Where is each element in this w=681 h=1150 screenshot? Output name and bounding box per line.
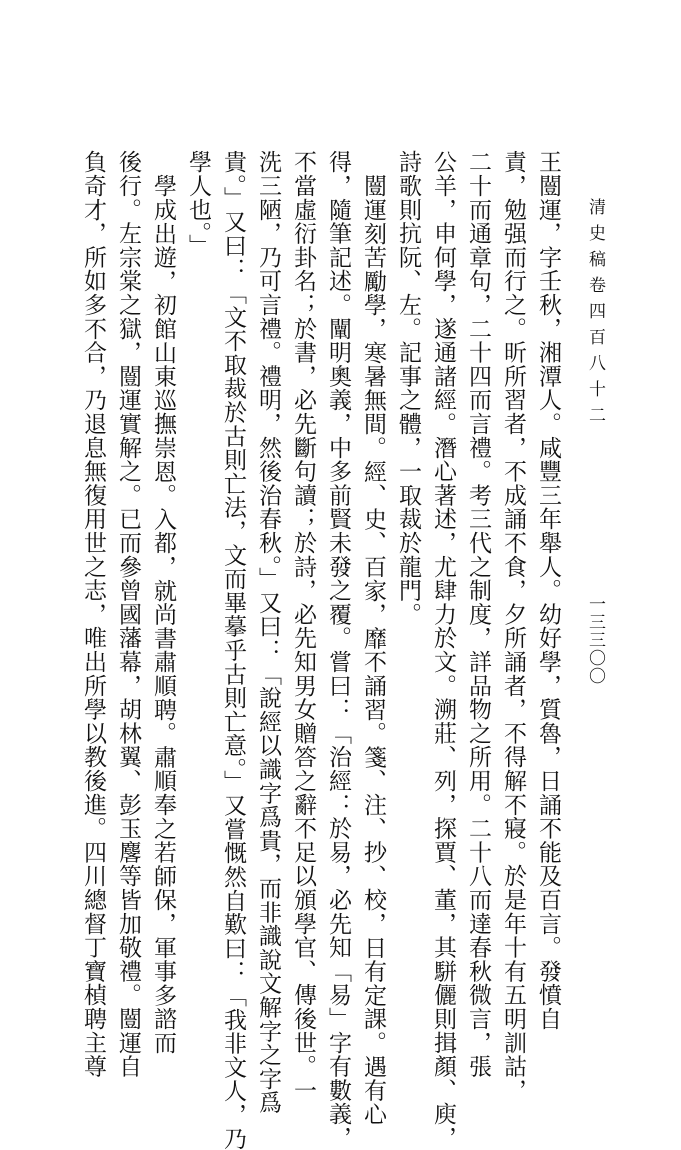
text-column: 不當虛衍卦名；於書，必先斷句讀；於詩，必先知男女贈答之辭不足以頒學官、傳後世。一 — [290, 150, 316, 1102]
text-column: 公羊，申何學，遂通諸經。潛心著述，尤肆力於文。溯莊、列，探賈、董，其駢儷則揖顏、庾， — [430, 150, 456, 1150]
text-column: 學人也。」 — [185, 150, 211, 258]
text-column: 洗三陋，乃可言禮。禮明，然後治春秋。」又曰：「說經以識字爲貴，而非識說文解字之字爲 — [255, 150, 281, 1115]
text-column: 學成出遊，初館山東巡撫崇恩。入都，就尚書肅順聘。肅順奉之若師保，軍事多諮而 — [150, 174, 176, 1055]
text-column: 詩歌則抗阮、左。記事之體，一取裁於龍門。 — [395, 150, 421, 626]
text-column: 闓運刻苦勵學，寒暑無間。經、史、百家，靡不誦習。箋、注、抄、校，日有定課。遇有心 — [360, 174, 386, 1126]
book-title-header: 清史稿卷四百八十二 — [585, 198, 605, 432]
text-column: 後行。左宗棠之獄，闓運實解之。已而參曾國藩幕，胡林翼、彭玉麐等皆加敬禮。闓運自 — [115, 150, 141, 1079]
text-column: 負奇才，所如多不合，乃退息無復用世之志，唯出所學以教後進。四川總督丁寶楨聘主尊 — [80, 150, 106, 1079]
text-column: 得，隨筆記述。闡明奧義，中多前賢未發之覆。嘗曰：「治經：於易，必先知「易」字有數義， — [325, 150, 351, 1150]
text-column: 二十而通章句，二十四而言禮。考三代之制度，詳品物之所用。二十八而達春秋微言，張 — [465, 150, 491, 1079]
text-column: 貴。」又曰：「文不取裁於古則亡法，文而畢摹乎古則亡意。」又嘗慨然自歎曰：「我非文人，乃 — [220, 150, 246, 1150]
text-column: 責，勉强而行之。昕所習者，不成誦不食，夕所誦者，不得解不寢。於是年十有五明訓詁， — [500, 150, 526, 1102]
text-column: 王闓運，字壬秋，湘潭人。咸豐三年舉人。幼好學，質魯，日誦不能及百言。發憤自 — [535, 150, 561, 1031]
page-number: 一三三〇〇 — [585, 595, 605, 685]
